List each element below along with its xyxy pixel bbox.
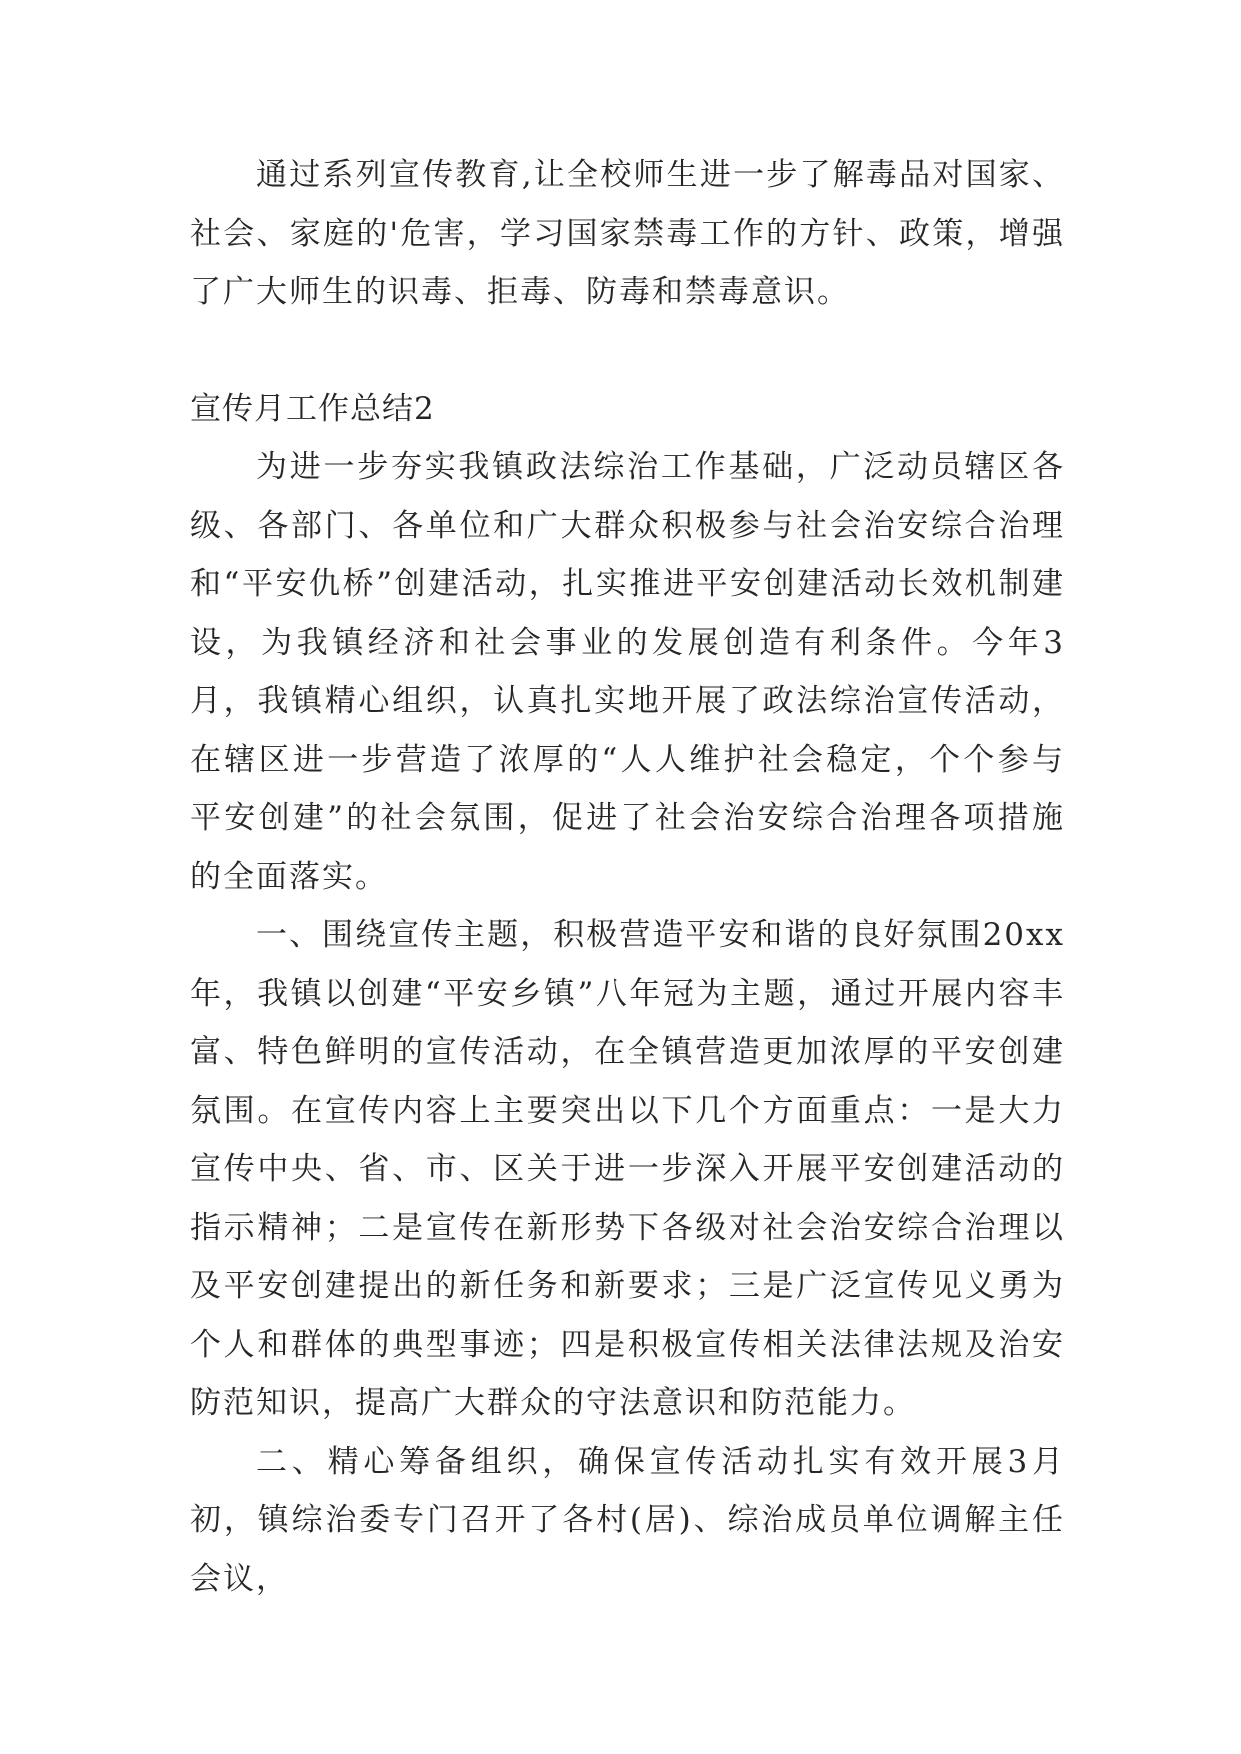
paragraph-section-two: 二、精心筹备组织，确保宣传活动扎实有效开展3月初，镇综治委专门召开了各村(居)、综治成员单位调解主任会议，	[190, 1443, 1065, 1597]
document-body	[190, 146, 1065, 1608]
paragraph-section-one: 一、围绕宣传主题，积极营造平安和谐的良好氛围20xx年，我镇以创建“平安乡镇”八年冠为主题，通过开展内容丰富、特色鲜明的宣传活动，在全镇营造更加浓厚的平安创建氛围。在宣传内容上主要突出以下几个方面重点：一是大力宣传中央、省、市、区关于进一步深入开展平安创建活动的指示精神；二是宣传在新形势下各级对社会治安综合治理以及平安创建提出的新任务和新要求；三是广泛宣传见义勇为个人和群体的典型事迹；四是积极宣传相关法律法规及治安防范知识，提高广大群众的守法意识和防范能力。	[190, 917, 1065, 1421]
section-heading: 宣传月工作总结2	[190, 390, 435, 427]
paragraph-intro: 为进一步夯实我镇政法综治工作基础，广泛动员辖区各级、各部门、各单位和广大群众积极参与社会治安综合治理和“平安仇桥”创建活动，扎实推进平安创建活动长效机制建设，为我镇经济和社会事业的发展创造有利条件。今年3月，我镇精心组织，认真扎实地开展了政法综治宣传活动，在辖区进一步营造了浓厚的“人人维护社会稳定，个个参与平安创建”的社会氛围，促进了社会治安综合治理各项措施的全面落实。	[190, 449, 1065, 895]
paragraph-drug-education: 通过系列宣传教育,让全校师生进一步了解毒品对国家、社会、家庭的'危害，学习国家禁毒工作的方针、政策，增强了广大师生的识毒、拒毒、防毒和禁毒意识。	[190, 157, 1065, 310]
